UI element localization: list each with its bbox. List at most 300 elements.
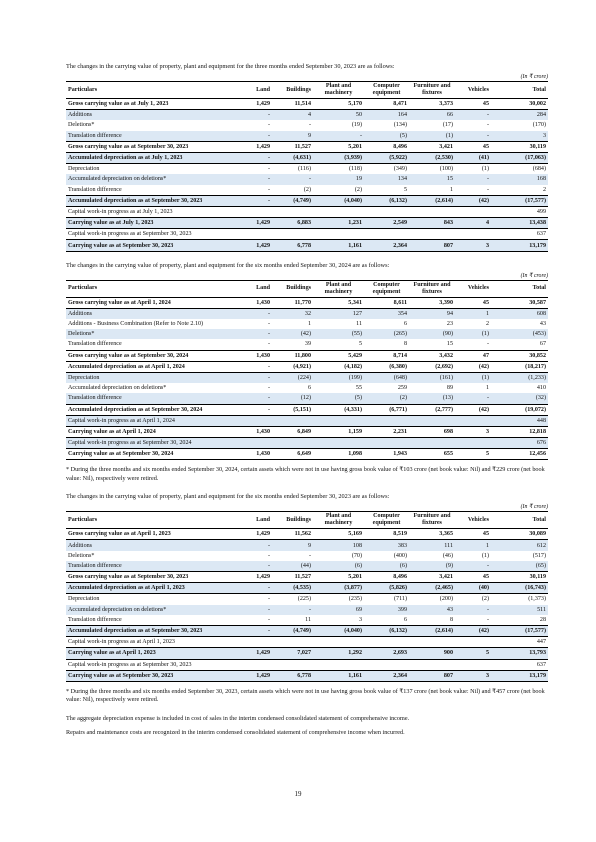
value-cell: 11,527 [272, 572, 313, 583]
value-cell: 448 [491, 415, 548, 426]
value-cell: (2,465) [409, 583, 455, 594]
value-cell [364, 229, 409, 240]
value-cell [272, 206, 313, 217]
value-cell: - [240, 561, 272, 572]
value-cell: 134 [364, 174, 409, 184]
value-cell: (5) [313, 393, 364, 404]
value-cell: 168 [491, 174, 548, 184]
value-cell: 8 [449, 616, 453, 623]
value-cell: (1) [481, 552, 489, 559]
row-label: Accumulated depreciation as at September 30, 2023 [66, 625, 240, 636]
value-cell: (1) [409, 131, 455, 142]
value-cell: (41) [455, 152, 491, 163]
column-header: Land [256, 285, 270, 292]
table-row [66, 329, 548, 339]
value-cell: (4,182) [313, 361, 364, 372]
row-label: Carrying value as at April 1, 2023 [66, 648, 240, 659]
value-cell: 3,365 [409, 529, 455, 540]
value-cell: (17,577) [491, 195, 548, 206]
row-label: Additions [66, 308, 240, 319]
value-cell: 1,161 [313, 240, 364, 251]
table-row [66, 131, 548, 142]
value-cell: (235) [348, 596, 362, 603]
table-row [66, 350, 548, 361]
value-cell: 1,429 [240, 670, 272, 681]
value-cell: 1,429 [240, 141, 272, 152]
value-cell: 1,430 [240, 297, 272, 308]
value-cell: - [455, 561, 491, 572]
value-cell: 1,429 [240, 572, 272, 583]
value-cell: 12,456 [491, 449, 548, 460]
value-cell: 1,430 [240, 449, 272, 460]
value-cell: 6,883 [272, 218, 313, 229]
value-cell: (42) [455, 625, 491, 636]
value-cell: (225) [297, 596, 311, 603]
value-cell: - [240, 152, 272, 163]
value-cell: 447 [536, 639, 546, 646]
value-cell: 28 [539, 616, 546, 623]
value-cell: 164 [364, 110, 409, 121]
value-cell: (711) [394, 596, 407, 603]
value-cell: 1 [307, 321, 311, 328]
value-cell: 655 [409, 449, 455, 460]
column-header: Land [256, 86, 270, 93]
value-cell: (2,692) [409, 361, 455, 372]
table-row [66, 339, 548, 350]
value-cell [313, 229, 364, 240]
value-cell: - [486, 341, 489, 348]
value-cell: - [267, 385, 270, 392]
table-row [66, 141, 548, 152]
table-row [66, 110, 548, 121]
value-cell: - [240, 404, 272, 415]
row-label: Carrying value as at July 1, 2023 [66, 218, 240, 229]
value-cell: 127 [313, 308, 364, 319]
value-cell: (224) [272, 372, 313, 383]
row-label: Deletions* [68, 552, 95, 559]
row-label: Translation difference [66, 131, 240, 142]
value-cell: (44) [272, 561, 313, 572]
value-cell: (12) [272, 393, 313, 404]
column-header: Computer equipment [372, 513, 401, 527]
table-row [66, 206, 548, 217]
value-cell: 11,527 [272, 141, 313, 152]
value-cell: (16,743) [491, 583, 548, 594]
value-cell: 89 [446, 385, 453, 392]
value-cell: (18,217) [491, 361, 548, 372]
value-cell: 45 [455, 529, 491, 540]
value-cell: 67 [539, 341, 546, 348]
value-cell: - [240, 605, 272, 615]
value-cell: (6,771) [364, 404, 409, 415]
value-cell [455, 659, 491, 670]
value-cell: 3 [455, 240, 491, 251]
value-cell: 15 [446, 341, 453, 348]
table-row [66, 426, 548, 437]
value-cell: (200) [439, 596, 453, 603]
row-label: Accumulated depreciation as at July 1, 2023 [66, 152, 240, 163]
value-cell: (42) [455, 195, 491, 206]
value-cell: 30,089 [491, 529, 548, 540]
row-label: Accumulated depreciation as at September 30, 2023 [66, 195, 240, 206]
value-cell: (2,777) [409, 404, 455, 415]
value-cell: - [308, 122, 311, 129]
value-cell: 383 [364, 540, 409, 551]
value-cell: (349) [393, 166, 407, 173]
value-cell: (42) [455, 404, 491, 415]
unit-label: (In ₹ crore) [520, 74, 548, 80]
column-header: Vehicles [467, 285, 489, 292]
ppe-section [66, 63, 548, 252]
footnote: * During the three months and six months ended September 30, 2024, certain assets which were not in use having gross book value of ₹103 crore (net book value: Nil) and ₹229 crore (net book value: Nil), respectively were retired. [66, 466, 545, 482]
value-cell: 1 [455, 540, 491, 551]
page-number: 19 [294, 790, 302, 798]
column-header: Vehicles [467, 86, 489, 93]
value-cell: (170) [532, 122, 546, 129]
row-label: Translation difference [68, 616, 122, 623]
value-cell: 30,119 [491, 572, 548, 583]
value-cell: - [313, 131, 364, 142]
column-header: Particulars [68, 86, 98, 93]
value-cell: 6,778 [272, 670, 313, 681]
closing-note: Repairs and maintenance costs are recognized in the interim condensed consolidated statement of comprehensive income when incurred. [66, 729, 405, 737]
table-row [66, 583, 548, 594]
value-cell: 6 [307, 385, 311, 392]
value-cell: (70) [351, 552, 362, 559]
column-header: Buildings [286, 86, 311, 93]
table-row [66, 297, 548, 308]
table-row [66, 529, 548, 540]
row-label: Accumulated depreciation as at April 1, 2024 [66, 361, 240, 372]
row-label: Depreciation [66, 372, 240, 383]
ppe-table [66, 280, 548, 461]
column-header: Buildings [286, 516, 311, 523]
table-row [66, 637, 548, 648]
value-cell [240, 637, 272, 648]
value-cell: 5,429 [313, 350, 364, 361]
value-cell: 94 [409, 308, 455, 319]
row-label: Gross carrying value as at April 1, 2023 [66, 529, 240, 540]
table-row [66, 372, 548, 383]
column-header: Plant and machinery [324, 513, 353, 527]
row-label: Carrying value as at April 1, 2024 [66, 426, 240, 437]
column-header: Total [532, 285, 546, 292]
value-cell: - [267, 596, 270, 603]
value-cell: (5,922) [364, 152, 409, 163]
value-cell: 3 [455, 426, 491, 437]
table-row [66, 615, 548, 626]
value-cell: (517) [532, 552, 546, 559]
value-cell: 1,231 [313, 218, 364, 229]
row-label: Deletions* [66, 329, 240, 339]
value-cell: 32 [272, 308, 313, 319]
value-cell: 807 [409, 670, 455, 681]
value-cell: (32) [491, 393, 548, 404]
value-cell: 2 [542, 186, 546, 193]
value-cell: 66 [409, 110, 455, 121]
value-cell: 1,429 [240, 529, 272, 540]
value-cell: 900 [409, 648, 455, 659]
value-cell: 13,793 [491, 648, 548, 659]
value-cell [313, 415, 364, 426]
value-cell: (648) [364, 372, 409, 383]
value-cell: (5,826) [364, 583, 409, 594]
value-cell: 6,849 [272, 426, 313, 437]
value-cell: (65) [491, 561, 548, 572]
value-cell [240, 659, 272, 670]
value-cell: 9 [272, 131, 313, 142]
table-row [66, 540, 548, 551]
value-cell: 30,002 [491, 99, 548, 110]
row-label: Carrying value as at September 30, 2023 [66, 670, 240, 681]
value-cell: (19,072) [491, 404, 548, 415]
value-cell: 843 [409, 218, 455, 229]
value-cell: - [308, 552, 311, 559]
row-label: Depreciation [68, 596, 100, 603]
value-cell: (3,877) [313, 583, 364, 594]
value-cell: - [486, 122, 489, 129]
value-cell: 47 [455, 350, 491, 361]
table-row [66, 361, 548, 372]
value-cell: 8 [403, 341, 407, 348]
section-intro: The changes in the carrying value of property, plant and equipment for the three months ended September 30, 2023 are as follows: [66, 63, 395, 70]
row-label: Gross carrying value as at April 1, 2024 [66, 297, 240, 308]
column-header: Furniture and fixtures [413, 83, 451, 96]
value-cell: 30,119 [491, 141, 548, 152]
value-cell: (17,577) [491, 625, 548, 636]
column-header: Furniture and fixtures [413, 513, 451, 527]
value-cell: 1,430 [240, 426, 272, 437]
value-cell: 612 [491, 540, 548, 551]
value-cell: (161) [409, 372, 455, 383]
value-cell: 12,818 [491, 426, 548, 437]
value-cell: - [272, 605, 313, 615]
value-cell: (3,939) [313, 152, 364, 163]
value-cell [409, 659, 455, 670]
value-cell: 69 [313, 605, 364, 615]
row-label: Deletions* [68, 122, 95, 129]
table-row [66, 185, 548, 196]
section-intro: The changes in the carrying value of property, plant and equipment for the six months ended September 30, 2023 are as follows: [66, 493, 390, 501]
header-row [66, 512, 548, 529]
value-cell: 1,429 [240, 240, 272, 251]
value-cell [272, 637, 313, 648]
value-cell: (6,132) [364, 195, 409, 206]
value-cell: (453) [491, 329, 548, 339]
value-cell: (2,530) [409, 152, 455, 163]
value-cell: 511 [491, 605, 548, 615]
row-label: Accumulated depreciation on deletions* [68, 385, 167, 392]
row-label: Additions [66, 110, 240, 121]
value-cell: (5) [364, 131, 409, 142]
value-cell: 5 [403, 186, 407, 193]
value-cell [272, 438, 313, 449]
table-row [66, 174, 548, 184]
value-cell: 499 [536, 208, 546, 215]
value-cell: (4,631) [272, 152, 313, 163]
value-cell: 6,778 [272, 240, 313, 251]
value-cell: (5,151) [272, 404, 313, 415]
column-header: Buildings [286, 285, 311, 292]
value-cell: (2) [354, 186, 362, 193]
table-row [66, 625, 548, 636]
value-cell: 23 [446, 321, 453, 328]
table-row [66, 449, 548, 460]
value-cell: 1,430 [240, 350, 272, 361]
row-label: Capital work-in progress as at April 1, 2023 [68, 639, 175, 646]
value-cell: (1) [481, 166, 489, 173]
value-cell: 43 [409, 605, 455, 615]
value-cell [240, 229, 272, 240]
value-cell: (1) [455, 329, 491, 339]
value-cell: 2 [485, 321, 489, 328]
value-cell: 45 [455, 99, 491, 110]
value-cell: (4,040) [313, 625, 364, 636]
table-row [66, 572, 548, 583]
section-intro: The changes in the carrying value of property, plant and equipment for the six months ended September 30, 2024 are as follows: [66, 261, 390, 269]
value-cell: 399 [364, 605, 409, 615]
value-cell: 676 [491, 438, 548, 449]
value-cell: - [267, 321, 270, 328]
table-row [66, 551, 548, 561]
value-cell [313, 637, 364, 648]
value-cell: 259 [397, 385, 407, 392]
value-cell: (2) [481, 596, 489, 603]
row-label: Capital work-in progress as at July 1, 2023 [68, 208, 173, 215]
value-cell [272, 415, 313, 426]
value-cell: - [455, 605, 491, 615]
row-label: Translation difference [66, 393, 240, 404]
value-cell: (90) [409, 329, 455, 339]
row-label: Gross carrying value as at September 30, 2024 [66, 350, 240, 361]
value-cell: 3 [358, 616, 362, 623]
value-cell: 13,179 [491, 670, 548, 681]
table-row [66, 594, 548, 605]
value-cell: 13,438 [491, 218, 548, 229]
value-cell: 1,429 [240, 648, 272, 659]
value-cell: 4 [272, 110, 313, 121]
column-header: Furniture and fixtures [413, 281, 451, 295]
value-cell: 1 [455, 308, 491, 319]
value-cell: - [240, 393, 272, 404]
value-cell: - [240, 583, 272, 594]
value-cell: (6,132) [364, 625, 409, 636]
value-cell: 11,770 [272, 297, 313, 308]
value-cell: 1,429 [240, 218, 272, 229]
value-cell: 8,519 [364, 529, 409, 540]
table-row [66, 415, 548, 426]
value-cell [364, 206, 409, 217]
value-cell [313, 659, 364, 670]
column-header: Total [532, 516, 546, 523]
value-cell: 3,373 [409, 99, 455, 110]
value-cell: - [455, 174, 491, 184]
unit-label: (In ₹ crore) [520, 504, 548, 511]
value-cell: - [240, 131, 272, 142]
value-cell: 2,231 [364, 426, 409, 437]
value-cell: 7,027 [272, 648, 313, 659]
value-cell: 11,800 [272, 350, 313, 361]
value-cell: 5,169 [313, 529, 364, 540]
value-cell: 1 [449, 186, 453, 193]
value-cell: - [240, 110, 272, 121]
column-header: Vehicles [467, 516, 489, 523]
value-cell: 11 [356, 321, 362, 328]
value-cell: (6) [364, 561, 409, 572]
value-cell: - [455, 131, 491, 142]
value-cell: (116) [298, 166, 311, 173]
value-cell: 5 [455, 648, 491, 659]
table-row [66, 659, 548, 670]
value-cell [455, 637, 491, 648]
row-label: Translation difference [68, 341, 122, 348]
row-label: Accumulated depreciation on deletions* [66, 605, 240, 615]
value-cell: 1,159 [313, 426, 364, 437]
value-cell: (265) [364, 329, 409, 339]
value-cell: 807 [409, 240, 455, 251]
value-cell [272, 229, 313, 240]
value-cell: - [240, 625, 272, 636]
value-cell: (1,233) [491, 372, 548, 383]
value-cell: (42) [272, 329, 313, 339]
value-cell [455, 438, 491, 449]
column-header: Particulars [68, 285, 98, 292]
value-cell: 284 [491, 110, 548, 121]
value-cell: (42) [455, 361, 491, 372]
value-cell: - [455, 393, 491, 404]
value-cell: 43 [539, 321, 546, 328]
value-cell: (6) [313, 561, 364, 572]
value-cell: (6,380) [364, 361, 409, 372]
value-cell: (17) [442, 122, 453, 129]
value-cell: 5,201 [313, 572, 364, 583]
table-row [66, 383, 548, 393]
row-label: Capital work-in progress as at September 30, 2023 [68, 231, 192, 238]
row-label: Depreciation [68, 166, 100, 173]
value-cell [455, 206, 491, 217]
value-cell: 3 [455, 670, 491, 681]
value-cell [240, 415, 272, 426]
value-cell: (13) [409, 393, 455, 404]
value-cell: 1 [485, 385, 489, 392]
column-header: Plant and machinery [324, 281, 353, 295]
value-cell: 5,170 [313, 99, 364, 110]
value-cell: - [240, 372, 272, 383]
value-cell: (1) [455, 372, 491, 383]
value-cell: (9) [409, 561, 455, 572]
value-cell: 6 [403, 321, 407, 328]
footnote: * During the three months and six months ended September 30, 2023, certain assets which were not in use having gross book value of ₹137 crore (net book value: Nil) and ₹457 crore (net book value: Nil), respectively were retired. [66, 687, 545, 704]
value-cell [240, 206, 272, 217]
table-row [66, 218, 548, 229]
value-cell: 3,421 [409, 141, 455, 152]
value-cell: - [267, 552, 270, 559]
value-cell: 19 [313, 174, 364, 184]
value-cell: 637 [536, 231, 546, 238]
ppe-table [66, 511, 548, 682]
value-cell: (134) [393, 122, 407, 129]
value-cell: (4,331) [313, 404, 364, 415]
value-cell: 45 [455, 141, 491, 152]
value-cell: - [240, 361, 272, 372]
table-row [66, 393, 548, 404]
closing-note: The aggregate depreciation expense is included in cost of sales in the interim condensed consolidated statement of comprehensive income. [66, 714, 410, 722]
unit-label: (In ₹ crore) [520, 272, 548, 279]
document-content [66, 63, 548, 738]
value-cell: 1,429 [240, 99, 272, 110]
value-cell: 3,432 [409, 350, 455, 361]
value-cell: 11 [305, 616, 311, 623]
